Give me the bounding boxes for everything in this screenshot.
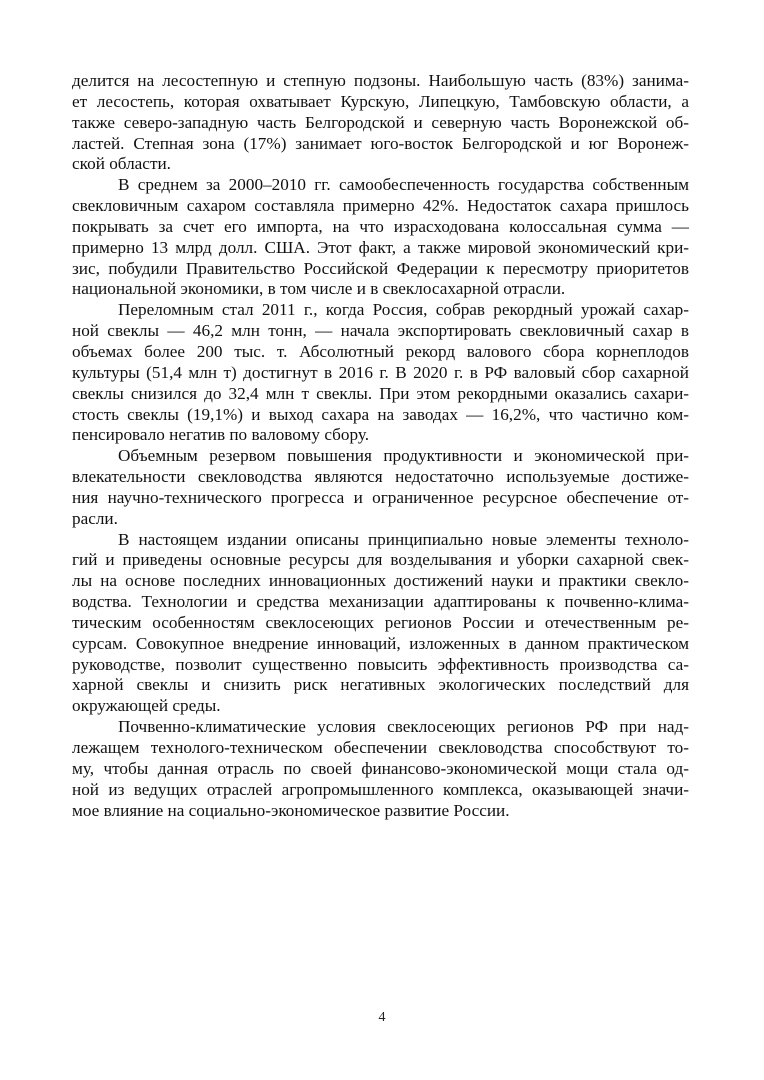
text-line: водства. Технологии и средства механизации адаптированы к почвенно-клима-	[72, 592, 689, 612]
text-line: харной свеклы и снизить риск негативных экологических последствий для	[72, 675, 689, 695]
body-text	[72, 71, 689, 821]
text-line: В среднем за 2000–2010 гг. самообеспеченность государства собственным	[118, 175, 689, 195]
text-line: тическим особенностям свеклосеющих регионов России и отечественным ре-	[72, 612, 689, 632]
text-line: ет лесостепь, которая охватывает Курскую, Липецкую, Тамбовскую области, а	[72, 91, 689, 111]
paragraph-turning-point	[72, 300, 689, 446]
text-line: сурсам. Совокупное внедрение инноваций, изложенных в данном практическом	[72, 633, 689, 653]
text-line: Объемным резервом повышения продуктивности и экономической при-	[118, 446, 689, 466]
paragraph-regions	[72, 71, 689, 175]
text-line: ластей. Степная зона (17%) занимает юго-восток Белгородской и юг Воронеж-	[72, 133, 689, 153]
paragraph-self-sufficiency	[72, 175, 689, 300]
text-line: окружающей среды.	[72, 696, 221, 716]
text-line: лежащем технолого-техническом обеспечении свекловодства способствуют то-	[72, 738, 689, 757]
text-line: му, чтобы данная отрасль по своей финансово-экономической мощи стала од-	[72, 758, 689, 778]
text-line: свекловичным сахаром составляла примерно 42%. Недостаток сахара пришлось	[72, 196, 689, 216]
text-line: мое влияние на социально-экономическое развитие России.	[72, 800, 510, 820]
text-line: Почвенно-климатические условия свеклосеющих регионов РФ при над-	[118, 717, 689, 737]
text-line: ной свеклы — 46,2 млн тонн, — начала экспортировать свекловичный сахар в	[72, 321, 689, 341]
text-line: лы на основе последних инновационных достижений науки и практики свекло-	[72, 571, 689, 591]
text-line: гий и приведены основные ресурсы для возделывания и уборки сахарной свек-	[72, 550, 689, 570]
text-line: пенсировало негатив по валовому сбору.	[72, 425, 370, 445]
text-line: стость свеклы (19,1%) и выход сахара на заводах — 16,2%, что частично ком-	[72, 404, 689, 424]
text-line: делится на лесостепную и степную подзоны. Наибольшую часть (83%) занима-	[72, 71, 689, 90]
text-line: руководстве, позволит существенно повысить эффективность производства са-	[72, 654, 689, 674]
paragraph-edition	[72, 530, 689, 718]
text-line: ской области.	[72, 154, 171, 174]
text-line: влекательности свекловодства являются недостаточно используемые достиже-	[72, 467, 689, 487]
text-line: расли.	[72, 508, 118, 528]
text-line: зис, побудили Правительство Российской Федерации к пересмотру приоритетов	[72, 258, 689, 278]
text-line: объемах более 200 тыс. т. Абсолютный рекорд валового сбора корнеплодов	[72, 341, 689, 361]
page-number: 4	[378, 1010, 386, 1025]
text-line: национальной экономики, в том числе и в свеклосахарной отрасли.	[72, 279, 566, 299]
paragraph-conclusion	[72, 717, 689, 821]
text-line: покрывать за счет его импорта, на что израсходована колоссальная сумма —	[72, 216, 689, 236]
text-line: Переломным стал 2011 г., когда Россия, собрав рекордный урожай сахар-	[118, 300, 689, 320]
text-line: В настоящем издании описаны принципиально новые элементы техноло-	[118, 529, 689, 549]
text-line: также северо-западную часть Белгородской и северную часть Воронежской об-	[72, 112, 689, 132]
text-line: свеклы снизился до 32,4 млн т свеклы. При этом рекордными оказались сахари-	[72, 383, 689, 403]
text-line: ния научно-технического прогресса и ограниченное ресурсное обеспечение от-	[72, 487, 689, 507]
text-line: культуры (51,4 млн т) достигнут в 2016 г. В 2020 г. в РФ валовый сбор сахарной	[72, 362, 689, 382]
text-line: ной из ведущих отраслей агропромышленного комплекса, оказывающей значи-	[72, 779, 689, 799]
text-line: примерно 13 млрд долл. США. Этот факт, а также мировой экономический кри-	[72, 237, 689, 257]
paragraph-reserve	[72, 446, 689, 529]
